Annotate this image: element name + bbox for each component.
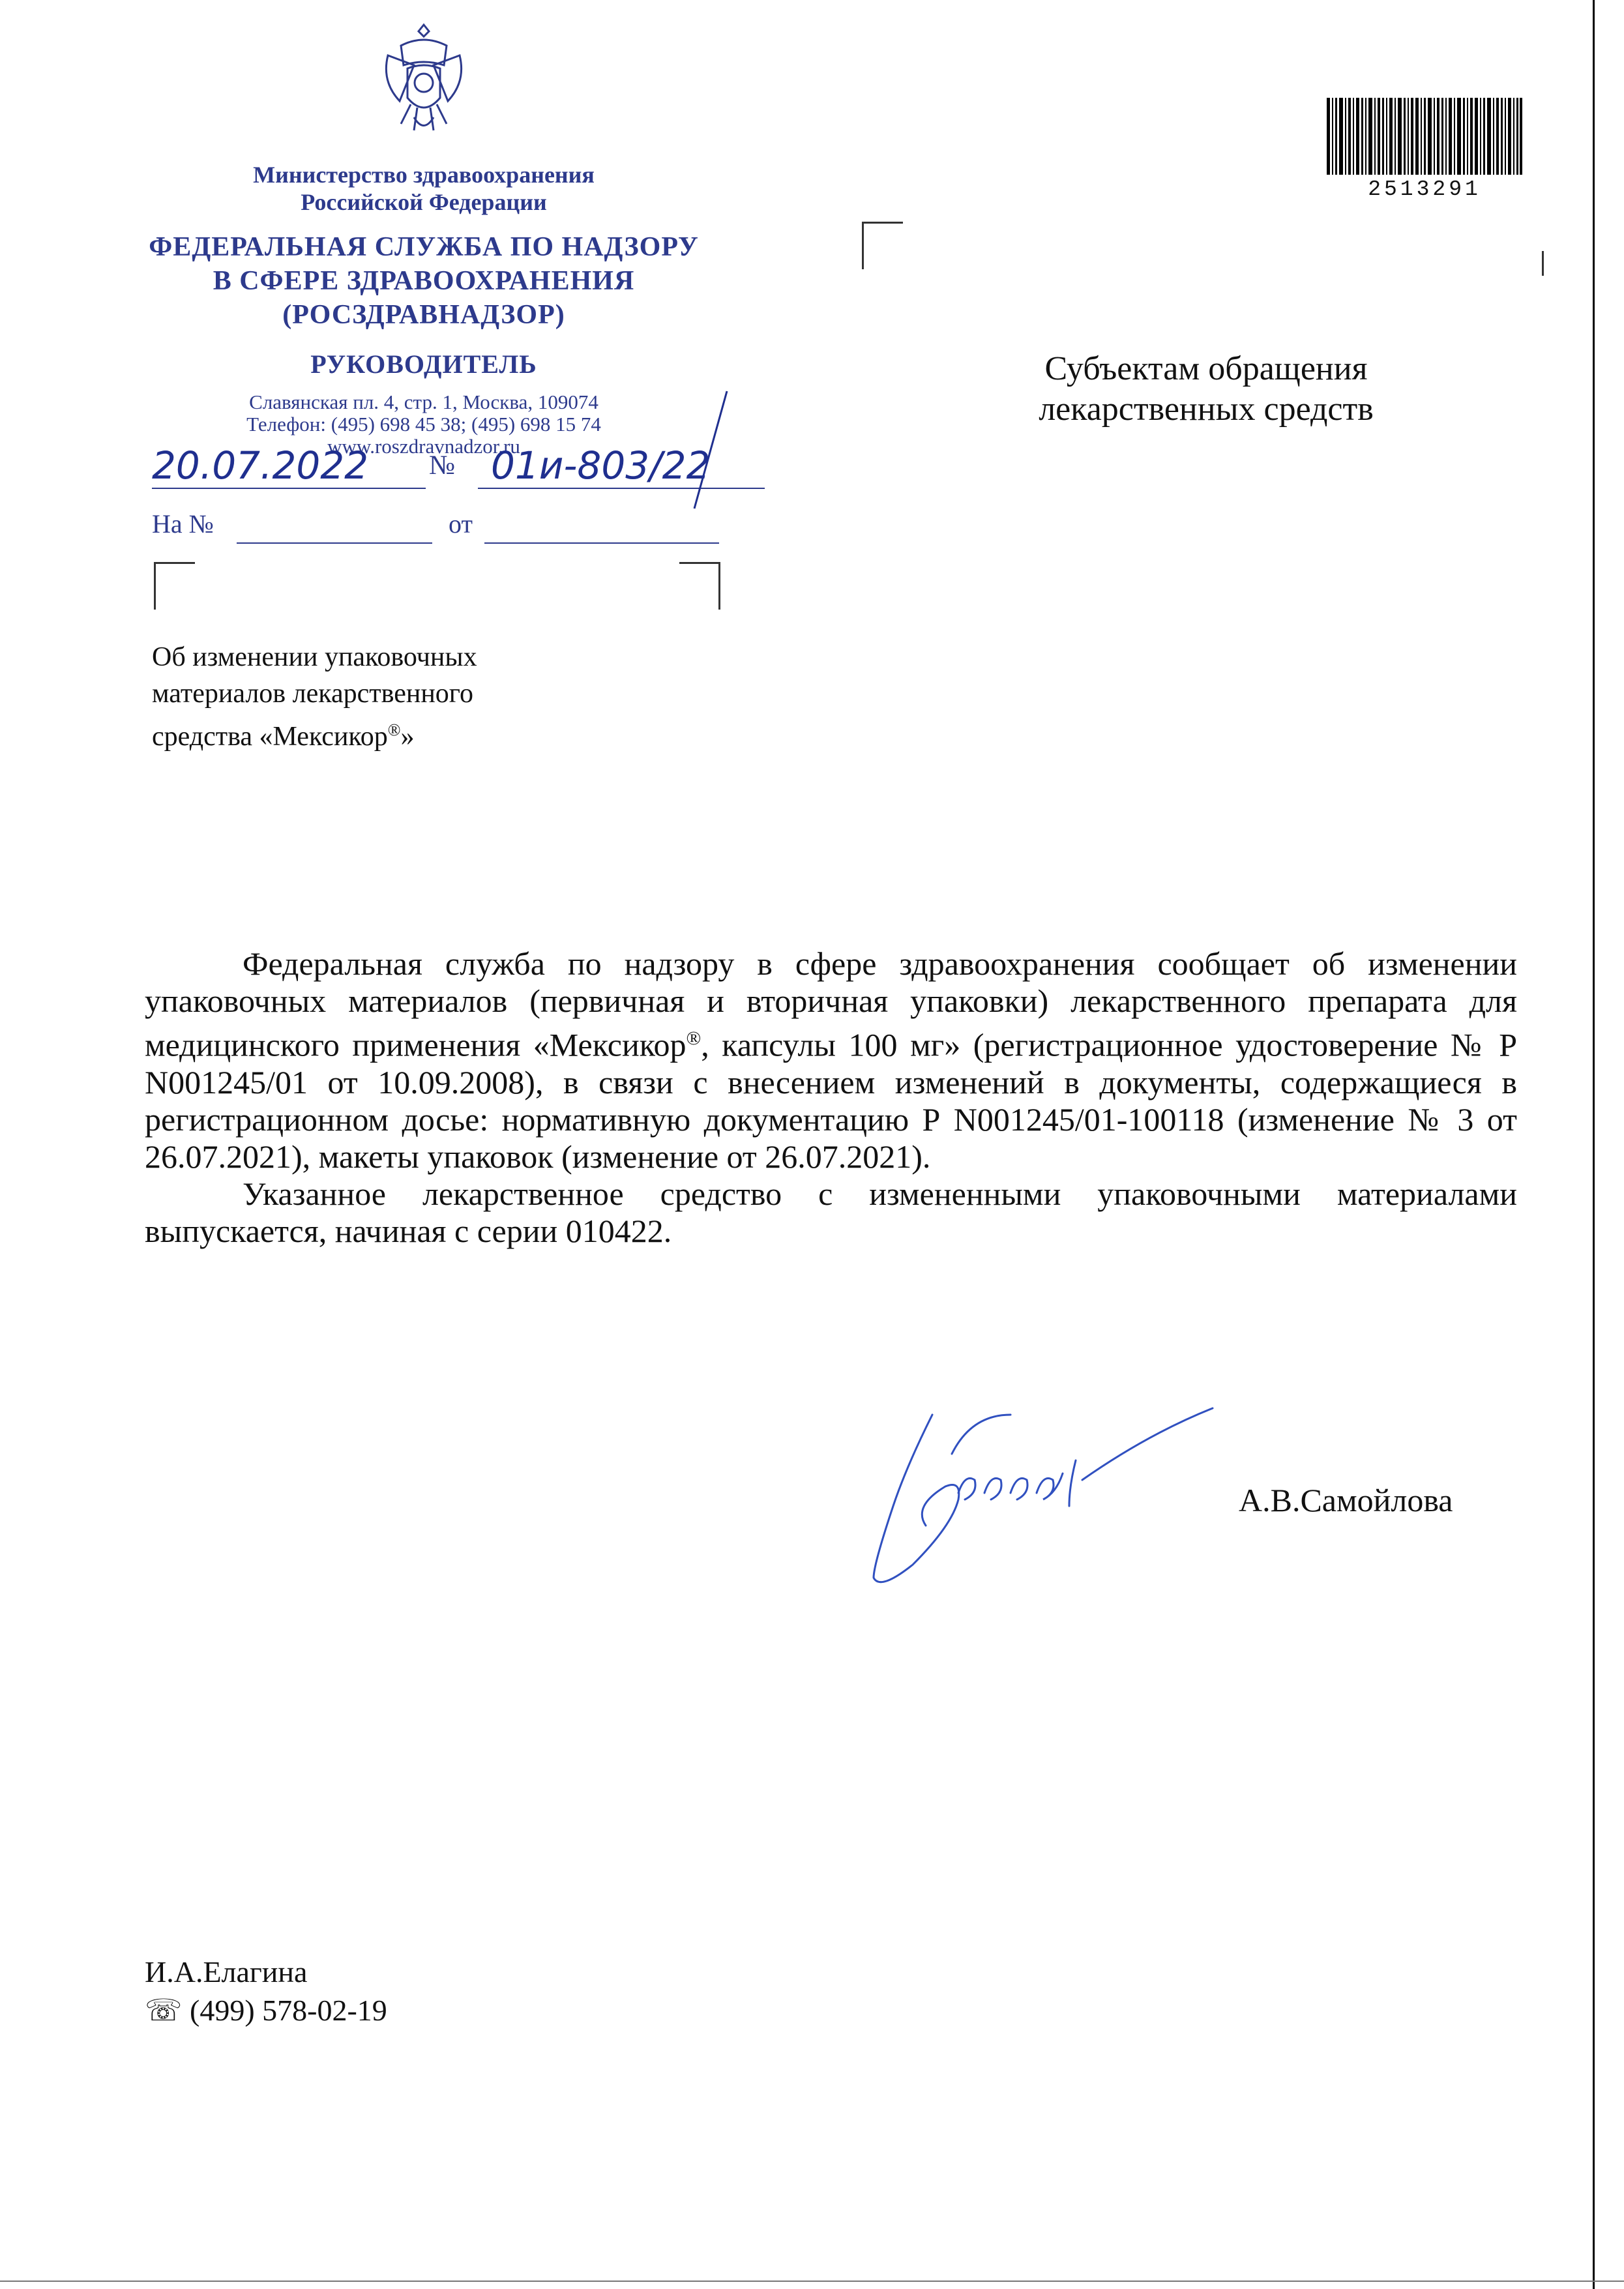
ministry-name-line1: Министерство здравоохранения [253, 162, 595, 188]
letter-body [145, 945, 1517, 1250]
subject-corner-right [679, 562, 720, 610]
recipient-line1: Субъектам обращения [1044, 350, 1368, 387]
registration-slash [685, 385, 737, 515]
registration-date: 20.07.2022 [152, 443, 369, 488]
reply-reference-line [152, 509, 739, 548]
registered-trademark: ® [686, 1027, 701, 1049]
letter-subject [152, 639, 621, 755]
subject-line1: Об изменении упаковочных [152, 642, 477, 672]
recipient [978, 349, 1434, 430]
registration-number-label: № [429, 450, 456, 480]
phone-icon: ☏ [145, 1994, 183, 2027]
body-paragraph-2: Указанное лекарственное средство с измененными упаковочными материалами выпускается, начиная с серии 010422. [145, 1175, 1517, 1249]
handwritten-signature [861, 1395, 1252, 1591]
scan-bottom-edge [0, 2281, 1624, 2282]
subject-line3: средства «Мексикор®» [152, 720, 415, 752]
ministry-name-line2: Российской Федерации [301, 189, 547, 215]
letterhead-head-title: РУКОВОДИТЕЛЬ [310, 349, 537, 379]
recipient-corner-mark [862, 222, 903, 269]
letterhead-address: Славянская пл. 4, стр. 1, Москва, 109074 [249, 391, 598, 413]
executor-phone-line [145, 1992, 387, 2028]
reply-number-label: На № [152, 509, 214, 539]
subject-corner-left [154, 562, 195, 610]
letterhead-phone: Телефон: (495) 698 45 38; (495) 698 15 74 [246, 413, 601, 436]
executor-phone: (499) 578-02-19 [190, 1994, 387, 2027]
recipient-line2: лекарственных средств [1039, 391, 1374, 428]
service-name-line3: (РОСЗДРАВНАДЗОР) [282, 300, 565, 330]
registration-number: 01и-803/22 [491, 443, 711, 488]
reply-from-label: от [449, 509, 473, 539]
scan-edge-line [1593, 0, 1595, 2289]
signer-name: А.В.Самойлова [1239, 1482, 1453, 1518]
barcode-number: 2513291 [1368, 177, 1481, 201]
subject-line2: материалов лекарственного [152, 679, 473, 709]
recipient-edge-mark [1542, 251, 1544, 276]
body-paragraph-1: Федеральная служба по надзору в сфере здравоохранения сообщает об изменении упаковочных материалов (первичная и вторичная упаковки) лекарственного препарата для медицинского применения «Мексикор®, капсулы 100 мг» (регистрационное удостоверение № Р N001245/01 от 10.09.2008), в связи с внесением изменений в документы, содержащиеся в регистрационном досье: нормативную документацию Р N001245/01-100118 (изменение № 3 от 26.07.2021), макеты упаковок (изменение от 26.07.2021). [145, 945, 1517, 1175]
registered-trademark: ® [387, 720, 401, 739]
executor-name: И.А.Елагина [145, 1955, 308, 1988]
service-name-line2: В СФЕРЕ ЗДРАВООХРАНЕНИЯ [213, 266, 635, 296]
letterhead [124, 20, 724, 458]
service-name-line1: ФЕДЕРАЛЬНАЯ СЛУЖБА ПО НАДЗОРУ [149, 232, 699, 262]
barcode-image [1327, 98, 1522, 175]
coat-of-arms-icon [375, 20, 473, 140]
letterhead-website: www.roszdravnadzor.ru [327, 435, 520, 458]
